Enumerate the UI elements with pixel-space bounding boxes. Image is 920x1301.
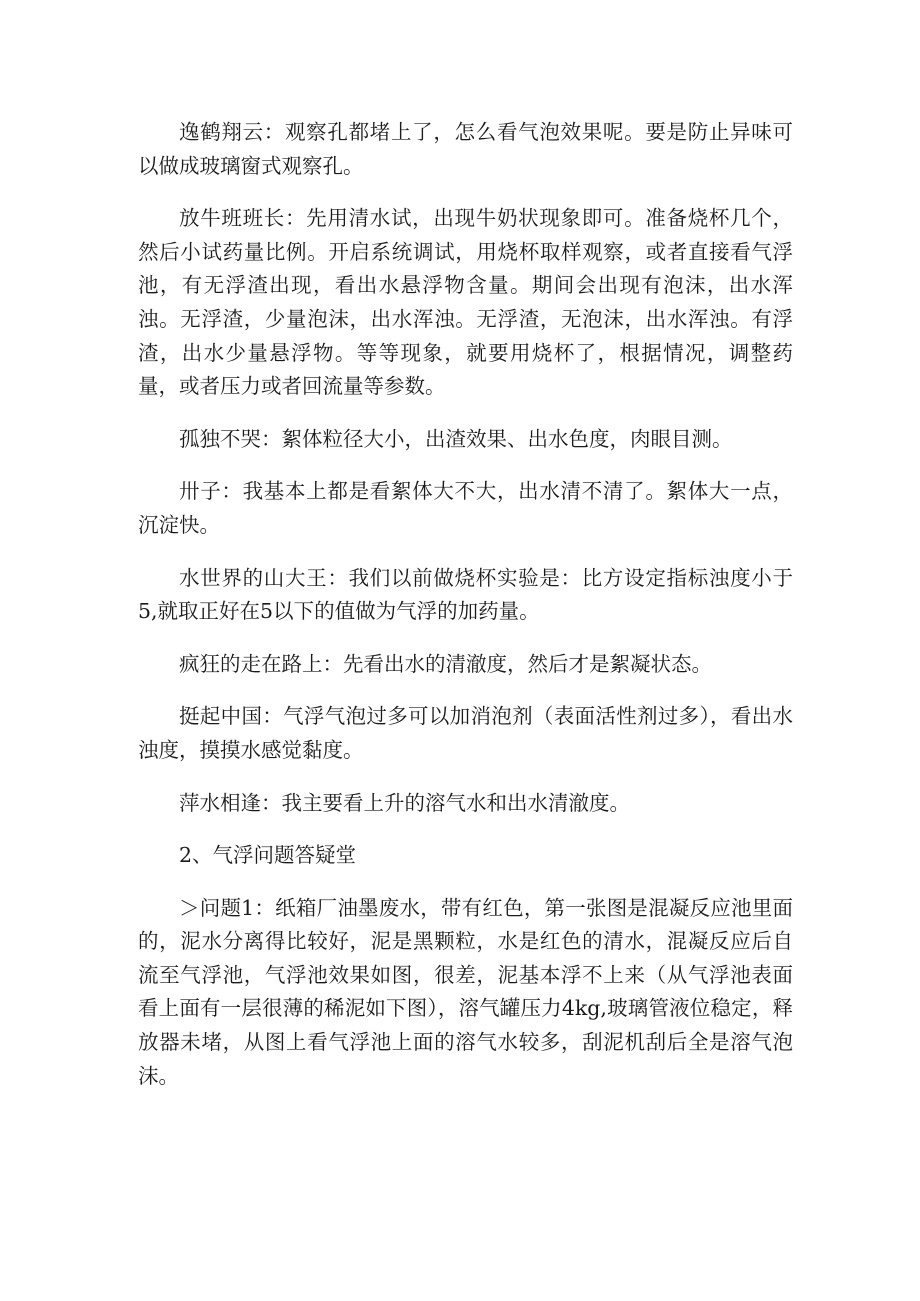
paragraph-pingshui-xiangfeng: 萍水相逢：我主要看上升的溶气水和出水清澈度。 xyxy=(179,790,630,815)
paragraph-yihe-xiangyun: 逸鹤翔云：观察孔都堵上了，怎么看气泡效果呢。要是防止异味可以做成玻璃窗式观察孔。 xyxy=(138,120,793,178)
paragraph-tingqi-zhongguo: 挺起中国：气浮气泡过多可以加消泡剂（表面活性剂过多），看出水浊度，摸摸水感觉黏度。 xyxy=(138,704,793,762)
paragraph-question-1: ＞问题1：纸箱厂油墨废水，带有红色，第一张图是混凝反应池里面的，泥水分离得比较好，泥是黑颗粒，水是红色的清水，混凝反应后自流至气浮池，气浮池效果如图，很差，泥基本浮不上来（从气浮池表面看上面有一层很薄的稀泥如下图），溶气罐压力4kg,玻璃管液位稳定，释放器未堵，从图上看气浮池上面的溶气水较多，刮泥机刮后全是溶气泡沫。 xyxy=(138,895,793,1088)
section-heading-qa: 2、气浮问题答疑堂 xyxy=(179,843,357,868)
paragraph-fengkuang-zouzai-lushang: 疯狂的走在路上：先看出水的清澈度，然后才是絮凝状态。 xyxy=(179,651,712,676)
paragraph-fangniuban-banzhang: 放牛班班长：先用清水试，出现牛奶状现象即可。准备烧杯几个，然后小试药量比例。开启系统调试，用烧杯取样观察，或者直接看气浮池，有无浮渣出现，看出水悬浮物含量。期间会出现有泡沫，出水浑浊。无浮渣，少量泡沫，出水浑浊。无浮渣，无泡沫，出水浑浊。有浮渣，出水少量悬浮物。等等现象，就要用烧杯了，根据情况，调整药量，或者压力或者回流量等参数。 xyxy=(138,206,793,399)
paragraph-sazi: 卅子：我基本上都是看絮体大不大，出水清不清了。絮体大一点，沉淀快。 xyxy=(138,479,793,537)
paragraph-shuishijie-shandawang: 水世界的山大王：我们以前做烧杯实验是：比方设定指标浊度小于5,就取正好在5以下的值做为气浮的加药量。 xyxy=(138,565,793,624)
paragraph-gudu-buku: 孤独不哭：絮体粒径大小，出渣效果、出水色度，肉眼目测。 xyxy=(179,426,733,451)
document-body xyxy=(138,116,793,1112)
